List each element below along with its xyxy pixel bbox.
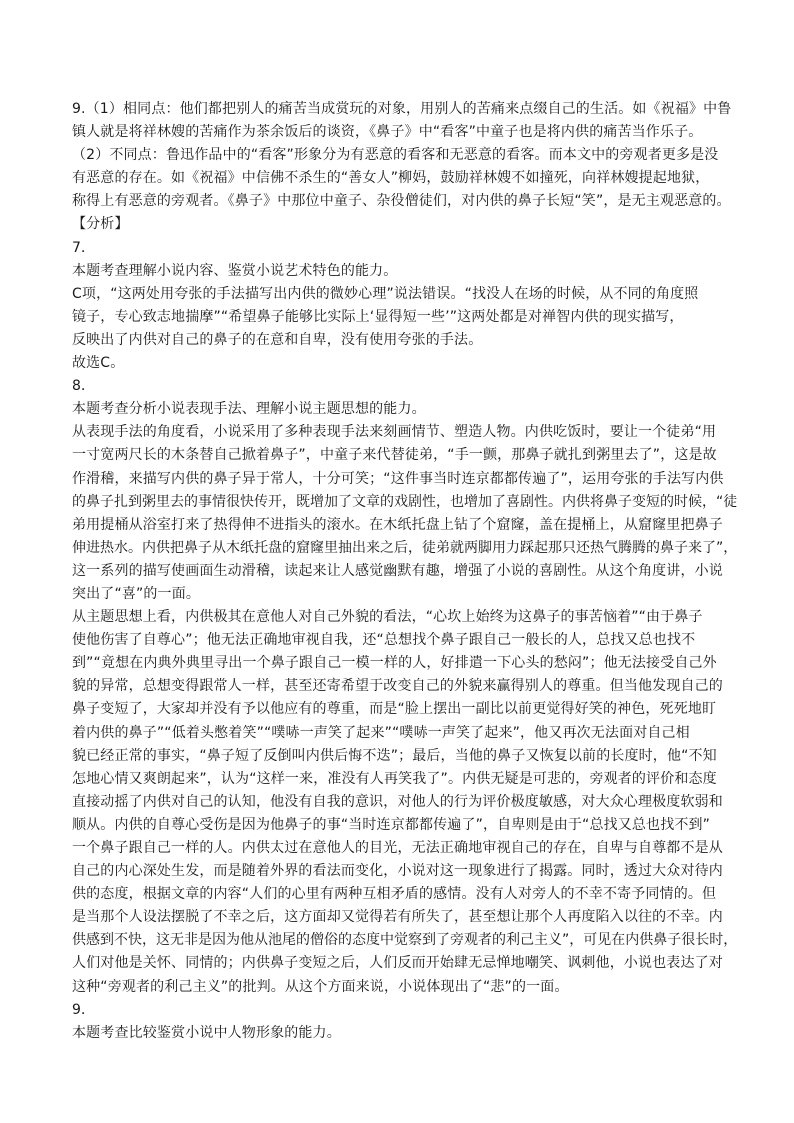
text-line: 怎地心情又爽朗起来”，认为“这样一来，准没有人再笑我了”。内供无疑是可悲的，旁观者的评价和态度 [72,770,717,787]
text-line: 这种“旁观者的利己主义”的批判。从这个方面来说，小说体现出了“悲”的一面。 [72,978,569,995]
text-line: 7． [72,239,96,256]
text-line: 镇人就是将祥林嫂的苦痛作为茶余饭后的谈资，《鼻子》中“看客”中童子也是将内供的痛苦当作乐子。 [72,124,703,141]
text-line: 9.（1）相同点：他们都把别人的痛苦当成赏玩的对象，用别人的苦痛来点缀自己的生活。如《祝福》中鲁 [72,101,732,117]
text-line: 是当那个人设法摆脱了不幸之后，这方面却又觉得若有所失了，甚至想让那个人再度陷入以往的不幸。内 [72,909,723,926]
text-line: 称得上有恶意的旁观者。《鼻子》中那位中童子、杂役僧徒们，对内供的鼻子长短“笑”，是无主观恶意的。 [72,193,731,210]
text-line: 本题考查分析小说表现手法、理解小说主题思想的能力。 [72,401,426,418]
text-line: 故选C。 [72,355,125,372]
text-line: 反映出了内供对自己的鼻子的在意和自卑，没有使用夸张的手法。 [72,331,483,348]
text-line: 弟用提桶从浴室打来了热得伸不进指头的滚水。在木纸托盘上钻了个窟窿，盖在提桶上，从窟窿里把鼻子 [72,516,723,533]
text-line: 8． [72,378,96,395]
text-line: 本题考查比较鉴赏小说中人物形象的能力。 [72,1024,341,1041]
text-line: 人们对他是关怀、同情的；内供鼻子变短之后，人们反而开始肆无忌惮地嘲笑、讽刺他，小说也表达了对 [72,955,723,972]
text-line: 到”“竟想在内典外典里寻出一个鼻子跟自己一模一样的人，好排遣一下心头的愁闷”；他无法接受自己外 [72,655,717,672]
text-line: 鼻子变短了，大家却并没有予以他应有的尊重，而是“脸上摆出一副比以前更觉得好笑的神色，死死地盯 [72,701,717,718]
text-line: 伸进热水。内供把鼻子从木纸托盘的窟窿里抽出来之后，徒弟就两脚用力踩起那只还热气腾腾的鼻子来了”， [72,539,738,556]
text-line: 顺从。内供的自尊心受伤是因为他鼻子的事“当时连京都都传遍了”，自卑则是由于“总找又总也找不到” [72,816,711,833]
text-line: 供的态度，根据文章的内容“人们的心里有两种互相矛盾的感情。没有人对旁人的不幸不寄予同情的。但 [72,886,717,903]
text-line: 貌已经正常的事实，“鼻子短了反倒叫内供后悔不迭”；最后，当他的鼻子又恢复以前的长度时，他“不知 [72,747,717,764]
text-line: 作滑稽，来描写内供的鼻子异于常人，十分可笑；“这件事当时连京都都传遍了”，运用夸张的手法写内供 [72,470,724,487]
text-line: 自己的内心深处生发，而是随着外界的看法而变化，小说对这一现象进行了揭露。同时，透过大众对待内 [72,863,723,880]
text-line: 这一系列的描写使画面生动滑稽，读起来让人感觉幽默有趣，增强了小说的喜剧性。从这个角度讲，小说 [72,562,723,579]
text-line: 从表现手法的角度看，小说采用了多种表现手法来刻画情节、塑造人物。内供吃饭时，要让一个徒弟“用 [72,424,717,441]
text-line: 供感到不快，这无非是因为他从池尾的僧俗的态度中觉察到了旁观者的利己主义”，可见在内供鼻子很长时， [72,932,738,949]
text-line: 从主题思想上看，内供极其在意他人对自己外貌的看法，“心坎上始终为这鼻子的事苦恼着”“由于鼻子 [72,609,703,626]
text-line: 有恶意的存在。如《祝福》中信佛不杀生的“善女人”柳妈，鼓励祥林嫂不如撞死，向祥林嫂提起地狱， [72,170,710,187]
text-line: 的鼻子扎到粥里去的事情很快传开，既增加了文章的戏剧性，也增加了喜剧性。内供将鼻子变短的时候，“徒 [72,493,738,510]
answer-analysis-page [72,98,738,1045]
text-line: 镜子，专心致志地揣摩”“希望鼻子能够比实际上‘显得短一些’”这两处都是对禅智内供的现实描写， [72,308,684,325]
text-line: 本题考查理解小说内容、鉴赏小说艺术特色的能力。 [72,262,398,279]
text-line: 【分析】 [72,216,129,233]
text-line: 突出了“喜”的一面。 [72,585,201,602]
text-line: 一寸宽两尺长的木条替自己掀着鼻子”，中童子来代替徒弟，“手一颤，那鼻子就扎到粥里去了”，这是故 [72,447,717,464]
text-line: 9． [72,1001,96,1018]
text-line: C项，“这两处用夸张的手法描写出内供的微妙心理”说法错误。“找没人在场的时候，从不同的角度照 [72,285,699,302]
text-line: （2）不同点：鲁迅作品中的“看客”形象分为有恶意的看客和无恶意的看客。而本文中的旁观者更多是没 [72,147,719,164]
text-line: 着内供的鼻子”“低着头憋着笑”“噗哧一声笑了起来”“噗哧一声笑了起来”，他又再次无法面对自己相 [72,724,690,741]
text-line: 直接动摇了内供对自己的认知，他没有自我的意识，对他人的行为评价极度敏感，对大众心理极度软弱和 [72,793,723,810]
text-line: 一个鼻子跟自己一样的人。内供太过在意他人的目光，无法正确地审视自己的存在，自卑与自尊都不是从 [72,840,723,856]
text-line: 使他伤害了自尊心”；他无法正确地审视自我，还“总想找个鼻子跟自己一般长的人，总找又总也找不 [72,632,696,649]
text-line: 貌的异常，总想变得跟常人一样，甚至还寄希望于改变自己的外貌来赢得别人的尊重。但当他发现自己的 [72,678,723,695]
